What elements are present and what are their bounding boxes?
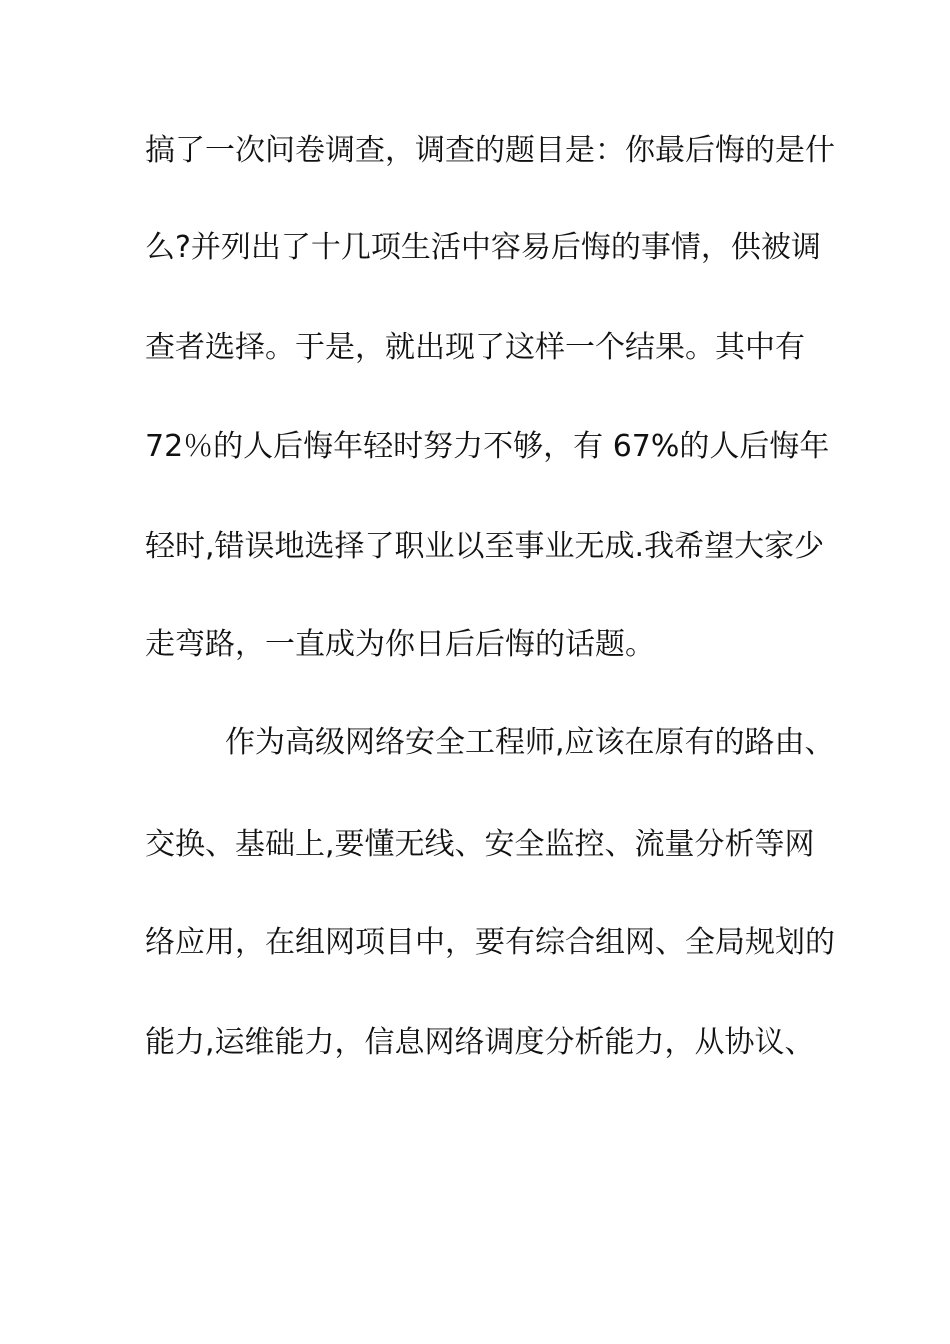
paragraph-1-line-5: 轻时,错误地选择了职业以至事业无成.我希望大家少 (145, 529, 825, 564)
paragraph-2-line-1: 作为高级网络安全工程师,应该在原有的路由、 (225, 725, 835, 760)
paragraph-1-line-3: 查者选择。于是，就出现了这样一个结果。其中有 (145, 330, 805, 365)
paragraph-1-line-2: 么?并列出了十几项生活中容易后悔的事情，供被调 (145, 230, 821, 265)
paragraph-1-line-4: 72％的人后悔年轻时努力不够，有 67%的人后悔年 (145, 429, 830, 464)
paragraph-2-line-3: 络应用，在组网项目中，要有综合组网、全局规划的 (145, 925, 835, 960)
paragraph-2-line-2: 交换、基础上,要懂无线、安全监控、流量分析等网 (145, 827, 815, 862)
paragraph-2-line-4: 能力,运维能力，信息网络调度分析能力，从协议、 (145, 1025, 815, 1060)
paragraph-1-line-1: 搞了一次问卷调查，调查的题目是：你最后悔的是什 (145, 133, 835, 168)
paragraph-1-line-6: 走弯路，一直成为你日后后悔的话题。 (145, 627, 655, 662)
